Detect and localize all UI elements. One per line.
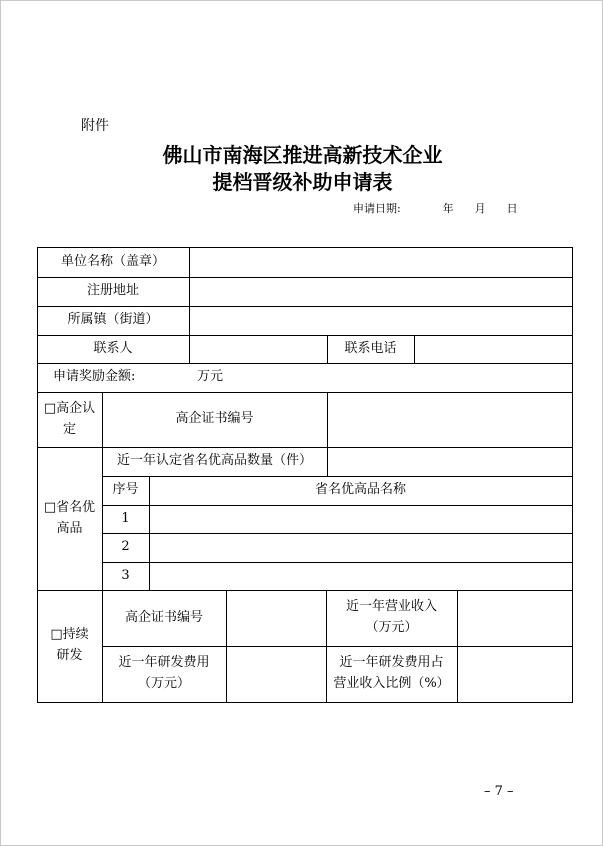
- title-line-1: 佛山市南海区推进高新技术企业: [162, 143, 443, 167]
- rd-ratio-label-line-1: 近一年研发费用占: [339, 655, 444, 671]
- cert-section-label-2: 定: [62, 421, 76, 437]
- phone-field[interactable]: [415, 336, 572, 363]
- unit-name-label: 单位名称（盖章）: [60, 253, 165, 269]
- contact-field[interactable]: [190, 336, 327, 363]
- product-count-label: 近一年认定省名优高品数量（件）: [116, 453, 312, 469]
- rd-ratio-field[interactable]: [458, 647, 572, 702]
- product-name-header: 省名优高品名称: [314, 482, 406, 498]
- rd-section-label-2: 研发: [56, 648, 83, 663]
- rd-cost-label: [102, 646, 226, 702]
- reg-address-field[interactable]: [190, 278, 572, 306]
- cert-no-field[interactable]: [328, 393, 572, 447]
- unit-name-field[interactable]: [190, 248, 572, 277]
- cert-no-label: 高企证书编号: [175, 411, 254, 427]
- title-line-2: 提档晋级补助申请表: [212, 170, 393, 194]
- product-row-seq: 2: [121, 539, 130, 555]
- award-amount-label: 申请奖励金额:: [53, 369, 136, 385]
- product-count-field[interactable]: [328, 448, 572, 476]
- attachment-label: 附件: [81, 118, 109, 134]
- product-row-seq: 3: [121, 567, 130, 583]
- page-number: – 7 –: [484, 784, 514, 799]
- revenue-field[interactable]: [458, 591, 572, 646]
- rd-cost-label-line-2: （万元）: [137, 676, 190, 691]
- apply-date: 申请日期: 年 月 日: [353, 202, 518, 215]
- product-section-label-2: 高品: [56, 520, 83, 536]
- town-label: 所属镇（街道）: [67, 312, 159, 328]
- contact-label: 联系人: [93, 340, 133, 356]
- cert-section-label-1: □高企认: [43, 400, 96, 416]
- rd-ratio-label-line-2: 营业收入比例（%）: [333, 676, 450, 691]
- rd-cert-no-label: 高企证书编号: [124, 609, 203, 625]
- rd-cost-field[interactable]: [227, 647, 326, 702]
- revenue-label-line-1: 近一年营业收入: [345, 599, 437, 615]
- town-field[interactable]: [190, 307, 572, 335]
- revenue-label: [326, 590, 457, 646]
- product-section-checkbox[interactable]: [37, 447, 102, 590]
- rd-ratio-label: [326, 646, 457, 702]
- phone-label: 联系电话: [344, 340, 397, 356]
- rd-cert-no-field[interactable]: [227, 591, 326, 646]
- cert-section-checkbox[interactable]: [37, 392, 102, 447]
- product-row-name-field[interactable]: [150, 534, 572, 562]
- product-row-name-field[interactable]: [150, 563, 572, 590]
- reg-address-label: 注册地址: [86, 283, 139, 299]
- award-unit: 万元: [197, 369, 224, 385]
- rd-section-checkbox[interactable]: [37, 590, 102, 702]
- rd-cost-label-line-1: 近一年研发费用: [118, 655, 210, 671]
- rd-section-label-1: □持续: [50, 627, 89, 643]
- product-section-label-1: □省名优: [43, 499, 96, 515]
- seq-header: 序号: [112, 482, 139, 498]
- revenue-label-line-2: （万元）: [365, 620, 418, 635]
- product-row-seq: 1: [121, 510, 130, 526]
- product-row-name-field[interactable]: [150, 506, 572, 533]
